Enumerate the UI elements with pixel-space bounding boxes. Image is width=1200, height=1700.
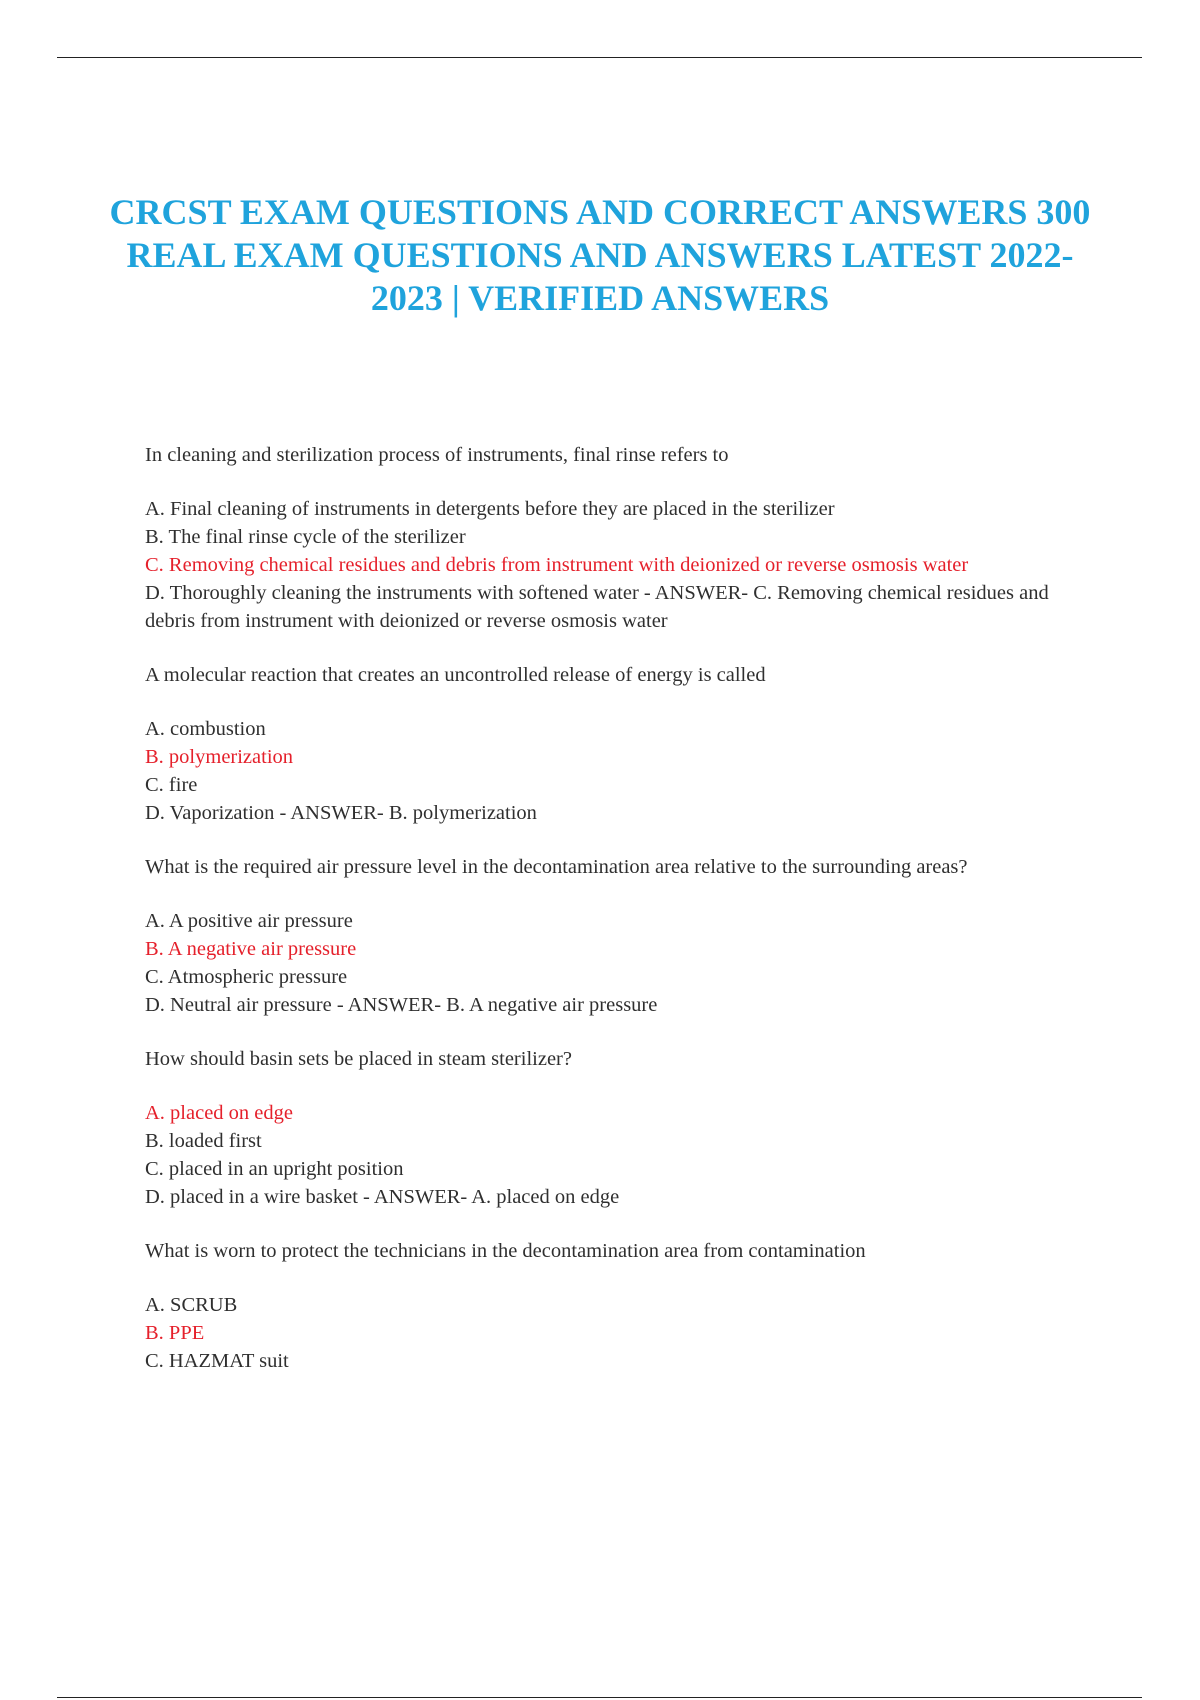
answer-option: A. SCRUB <box>145 1294 238 1316</box>
question-block-4 <box>145 1045 1090 1211</box>
answer-option: A. A positive air pressure <box>145 910 353 932</box>
correct-answer-option: A. placed on edge <box>145 1102 293 1124</box>
bottom-rule <box>57 1697 1142 1698</box>
question-list <box>145 441 1090 1401</box>
document-title: CRCST EXAM QUESTIONS AND CORRECT ANSWERS 300 REAL EXAM QUESTIONS AND ANSWERS LATEST 2022-2023 | VERIFIED ANSWERS <box>109 192 1091 318</box>
correct-answer-option: C. Removing chemical residues and debris from instrument with deionized or reverse osmosis water <box>145 554 969 576</box>
correct-answer-option: B. polymerization <box>145 746 294 768</box>
answer-option: A. combustion <box>145 718 266 740</box>
answer-option: C. fire <box>145 774 198 796</box>
question-text: A molecular reaction that creates an uncontrolled release of energy is called <box>145 664 766 686</box>
answer-option: B. The final rinse cycle of the sterilizer <box>145 526 466 548</box>
question-block-1 <box>145 441 1090 635</box>
question-text: How should basin sets be placed in steam sterilizer? <box>145 1048 572 1070</box>
question-block-3 <box>145 853 1090 1019</box>
question-text: What is the required air pressure level in the decontamination area relative to the surrounding areas? <box>145 856 968 878</box>
answer-option: C. placed in an upright position <box>145 1158 404 1180</box>
answer-option-with-key: D. Neutral air pressure - ANSWER- B. A negative air pressure <box>145 994 658 1016</box>
question-block-5 <box>145 1237 1090 1375</box>
answer-option-with-key: D. Vaporization - ANSWER- B. polymerization <box>145 802 537 824</box>
question-block-2 <box>145 661 1090 827</box>
answer-option: B. loaded first <box>145 1130 262 1152</box>
answer-option: C. Atmospheric pressure <box>145 966 348 988</box>
answer-option-with-key: D. placed in a wire basket - ANSWER- A. placed on edge <box>145 1186 620 1208</box>
answer-option: C. HAZMAT suit <box>145 1350 289 1372</box>
correct-answer-option: B. A negative air pressure <box>145 938 357 960</box>
top-rule <box>57 57 1142 58</box>
answer-option: A. Final cleaning of instruments in detergents before they are placed in the sterilizer <box>145 498 835 520</box>
question-text: In cleaning and sterilization process of instruments, final rinse refers to <box>145 444 729 466</box>
answer-option-with-key: D. Thoroughly cleaning the instruments with softened water - ANSWER- C. Removing chemical residues and debris from instrument with deionized or reverse osmosis water <box>145 582 1049 632</box>
correct-answer-option: B. PPE <box>145 1322 205 1344</box>
question-text: What is worn to protect the technicians in the decontamination area from contamination <box>145 1240 866 1262</box>
